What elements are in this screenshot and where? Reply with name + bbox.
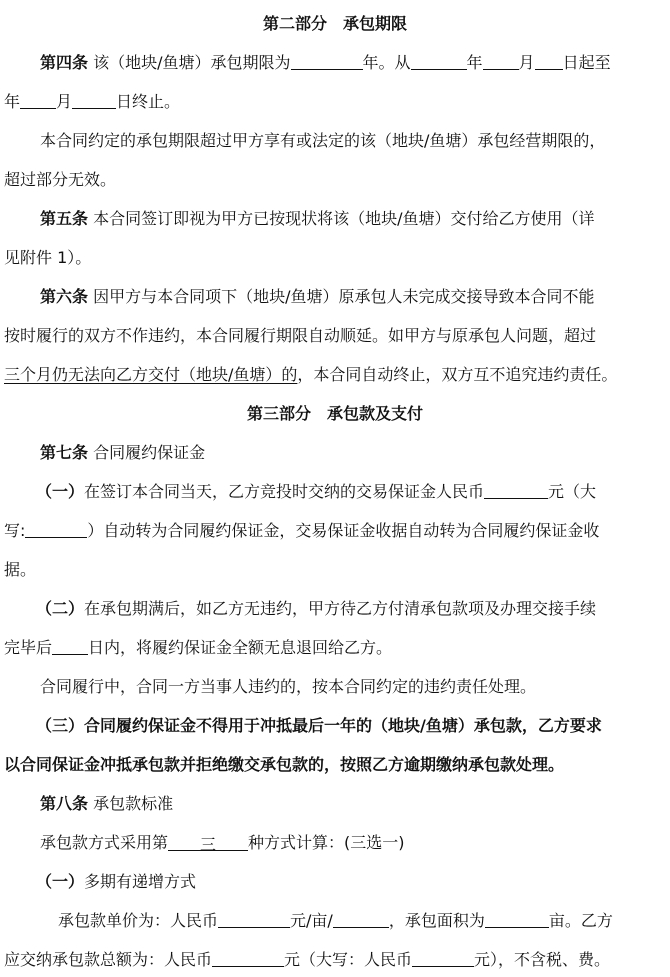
- article-8-total-line: [0, 947, 670, 973]
- text: 承包款单价为：人民币: [58, 911, 219, 930]
- text: 写:: [4, 521, 26, 540]
- end-year-blank[interactable]: [20, 90, 56, 109]
- article-7-para-3-line-1: （三）合同履约保证金不得用于冲抵最后一年的（地块/鱼塘）承包款，乙方要求: [36, 716, 602, 735]
- text: 年。从: [362, 53, 411, 72]
- article-6-label: 第六条: [40, 287, 89, 306]
- article-6-line-2: 按时履行的双方不作违约，本合同履行期限自动顺延。如甲方与原承包人问题，超过: [4, 326, 597, 345]
- start-day-blank[interactable]: [535, 51, 563, 70]
- text: 在承包期满后，如乙方无违约，甲方待乙方付清承包款项及办理交接手续: [84, 599, 597, 618]
- article-7-heading: [0, 440, 670, 466]
- article-7-para-1-line-1: [0, 479, 670, 505]
- deposit-amount-blank[interactable]: [484, 480, 548, 499]
- start-month-blank[interactable]: [483, 51, 519, 70]
- article-4-para-2-line-2: 超过部分无效。: [4, 170, 117, 189]
- unit-period-blank[interactable]: [333, 909, 389, 928]
- part3-heading: 第三部分 承包款及支付: [246, 404, 423, 423]
- end-month-blank[interactable]: [72, 90, 116, 109]
- article-4-line-2: [0, 89, 670, 115]
- text: 年: [466, 53, 483, 72]
- article-5-line-1: [0, 206, 670, 232]
- text: 合同履约保证金: [93, 443, 206, 462]
- article-4-text: 该（地块/鱼塘）承包期限为: [93, 53, 291, 72]
- text: ，承包面积为: [388, 911, 485, 930]
- article-5-label: 第五条: [40, 209, 89, 228]
- text: 在签订本合同当天，乙方竞投时交纳的交易保证金人民币: [84, 482, 485, 501]
- part2-heading: 第二部分 承包期限: [262, 14, 407, 33]
- article-4-line-1: [0, 50, 670, 76]
- article-7-para-2-line-3: 合同履行中，合同一方当事人违约的，按本合同约定的违约责任处理。: [40, 677, 537, 696]
- text: 承包款方式采用第: [40, 833, 169, 852]
- text: 元/亩/: [290, 911, 333, 930]
- total-amount-words-blank[interactable]: [412, 948, 474, 967]
- text: 元），不含税、费。: [474, 950, 611, 969]
- article-4-label: 第四条: [40, 53, 89, 72]
- text: （一）: [36, 872, 85, 891]
- text: 元（大写：人民币: [284, 950, 413, 969]
- text: ）自动转为合同履约保证金，交易保证金收据自动转为合同履约保证金收: [87, 521, 600, 540]
- text: 应交纳承包款总额为：人民币: [4, 950, 213, 969]
- article-5-line-2: 见附件 1）。: [4, 248, 92, 267]
- text: 承包款标准: [93, 794, 174, 813]
- text: 日终止。: [116, 92, 181, 111]
- area-blank[interactable]: [485, 909, 549, 928]
- text: （一）: [36, 482, 85, 501]
- article-6-line-3: [0, 362, 670, 388]
- text: 月: [518, 53, 535, 72]
- article-6-underlined-text: 三个月仍无法向乙方交付（地块/鱼塘）的: [4, 365, 298, 384]
- text: 种方式计算：(三选一): [248, 833, 405, 852]
- article-7-label: 第七条: [40, 443, 89, 462]
- unit-price-blank[interactable]: [218, 909, 290, 928]
- article-7-para-3-line-2: 以合同保证金冲抵承包款并拒绝缴交承包款的，按照乙方逾期缴纳承包款处理。: [4, 755, 565, 774]
- text: 日内，将履约保证金全额无息退回给乙方。: [88, 638, 393, 657]
- term-years-blank[interactable]: [291, 51, 363, 70]
- text: 多期有递增方式: [84, 872, 197, 891]
- text: 完毕后: [4, 638, 53, 657]
- refund-days-blank[interactable]: [52, 636, 88, 655]
- article-8-label: 第八条: [40, 794, 89, 813]
- text: 本合同签订即视为甲方已按现状将该（地块/鱼塘）交付给乙方使用（详: [93, 209, 595, 228]
- article-8-option-1-heading: [0, 869, 670, 895]
- total-amount-blank[interactable]: [212, 948, 284, 967]
- article-4-para-2-line-1: 本合同约定的承包期限超过甲方享有或法定的该（地块/鱼塘）承包经营期限的，: [40, 131, 606, 150]
- text: ，本合同自动终止，双方互不追究违约责任。: [297, 365, 618, 384]
- text: 元（大: [548, 482, 597, 501]
- article-8-heading: [0, 791, 670, 817]
- method-choice-field[interactable]: 三: [168, 832, 248, 851]
- article-6-line-1: [0, 284, 670, 310]
- article-7-para-1-line-2: [0, 518, 670, 544]
- start-year-blank[interactable]: [411, 51, 467, 70]
- text: 月: [56, 92, 73, 111]
- text: （二）: [36, 599, 85, 618]
- article-7-para-2-line-1: [0, 596, 670, 622]
- text: 日起至: [562, 53, 611, 72]
- text: 因甲方与本合同项下（地块/鱼塘）原承包人未完成交接导致本合同不能: [93, 287, 595, 306]
- article-8-unit-price-line: [0, 908, 670, 934]
- text: 亩。乙方: [548, 911, 613, 930]
- article-7-para-1-line-3: 据。: [4, 560, 37, 579]
- deposit-amount-words-blank[interactable]: [25, 519, 87, 538]
- article-7-para-2-line-2: [0, 635, 670, 661]
- text: 年: [4, 92, 21, 111]
- article-8-method-line: [0, 830, 670, 856]
